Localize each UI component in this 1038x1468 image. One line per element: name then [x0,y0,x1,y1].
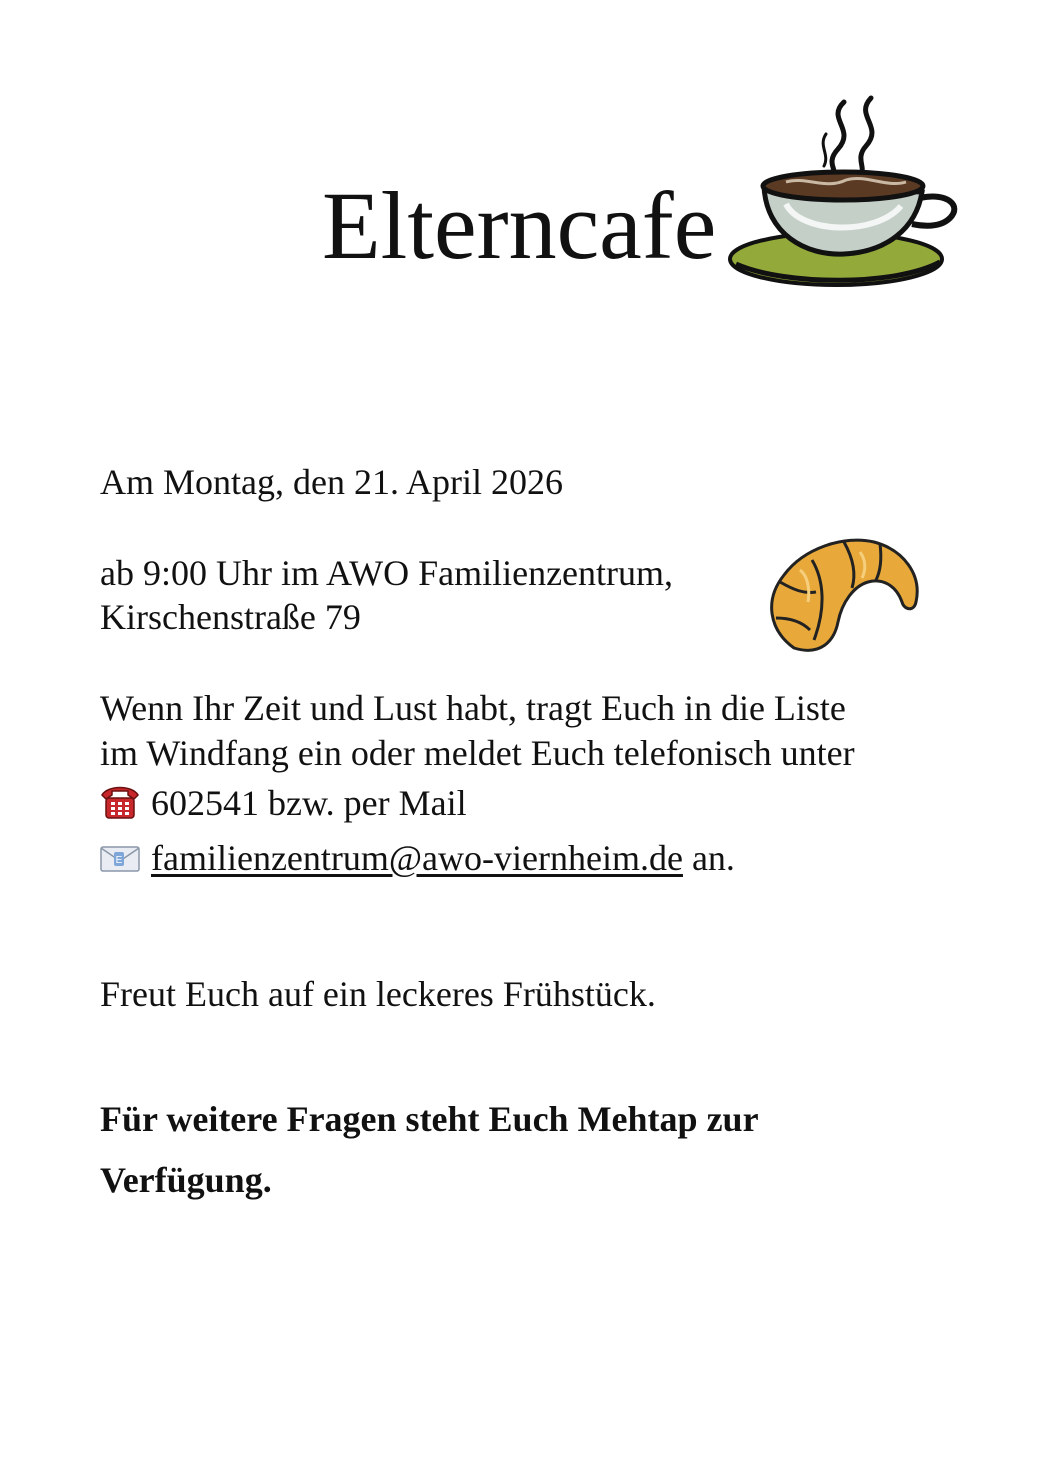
coffee-cup-icon [726,94,966,299]
croissant-icon [764,530,924,660]
envelope-icon [100,846,140,872]
email-suffix: an. [682,838,735,878]
signup-line-1: Wenn Ihr Zeit und Lust habt, tragt Euch in die Liste [100,688,846,728]
telephone-icon [100,781,140,821]
phone-line: 602541 bzw. per Mail [151,783,467,823]
breakfast-line: Freut Euch auf ein leckeres Frühstück. [100,974,656,1014]
email-line [151,838,735,879]
contact-line-2: Verfügung. [100,1160,272,1200]
signup-line-2: im Windfang ein oder meldet Euch telefonisch unter [100,733,855,773]
email-link[interactable]: familienzentrum@awo-viernheim.de [151,838,683,878]
address-line: Kirschenstraße 79 [100,597,361,637]
contact-line-1: Für weitere Fragen steht Euch Mehtap zur [100,1099,759,1139]
date-line: Am Montag, den 21. April 2026 [100,462,563,502]
flyer-title: Elterncafe [322,172,717,279]
svg-text:E: E [115,855,123,866]
time-location-line: ab 9:00 Uhr im AWO Familienzentrum, [100,553,674,593]
